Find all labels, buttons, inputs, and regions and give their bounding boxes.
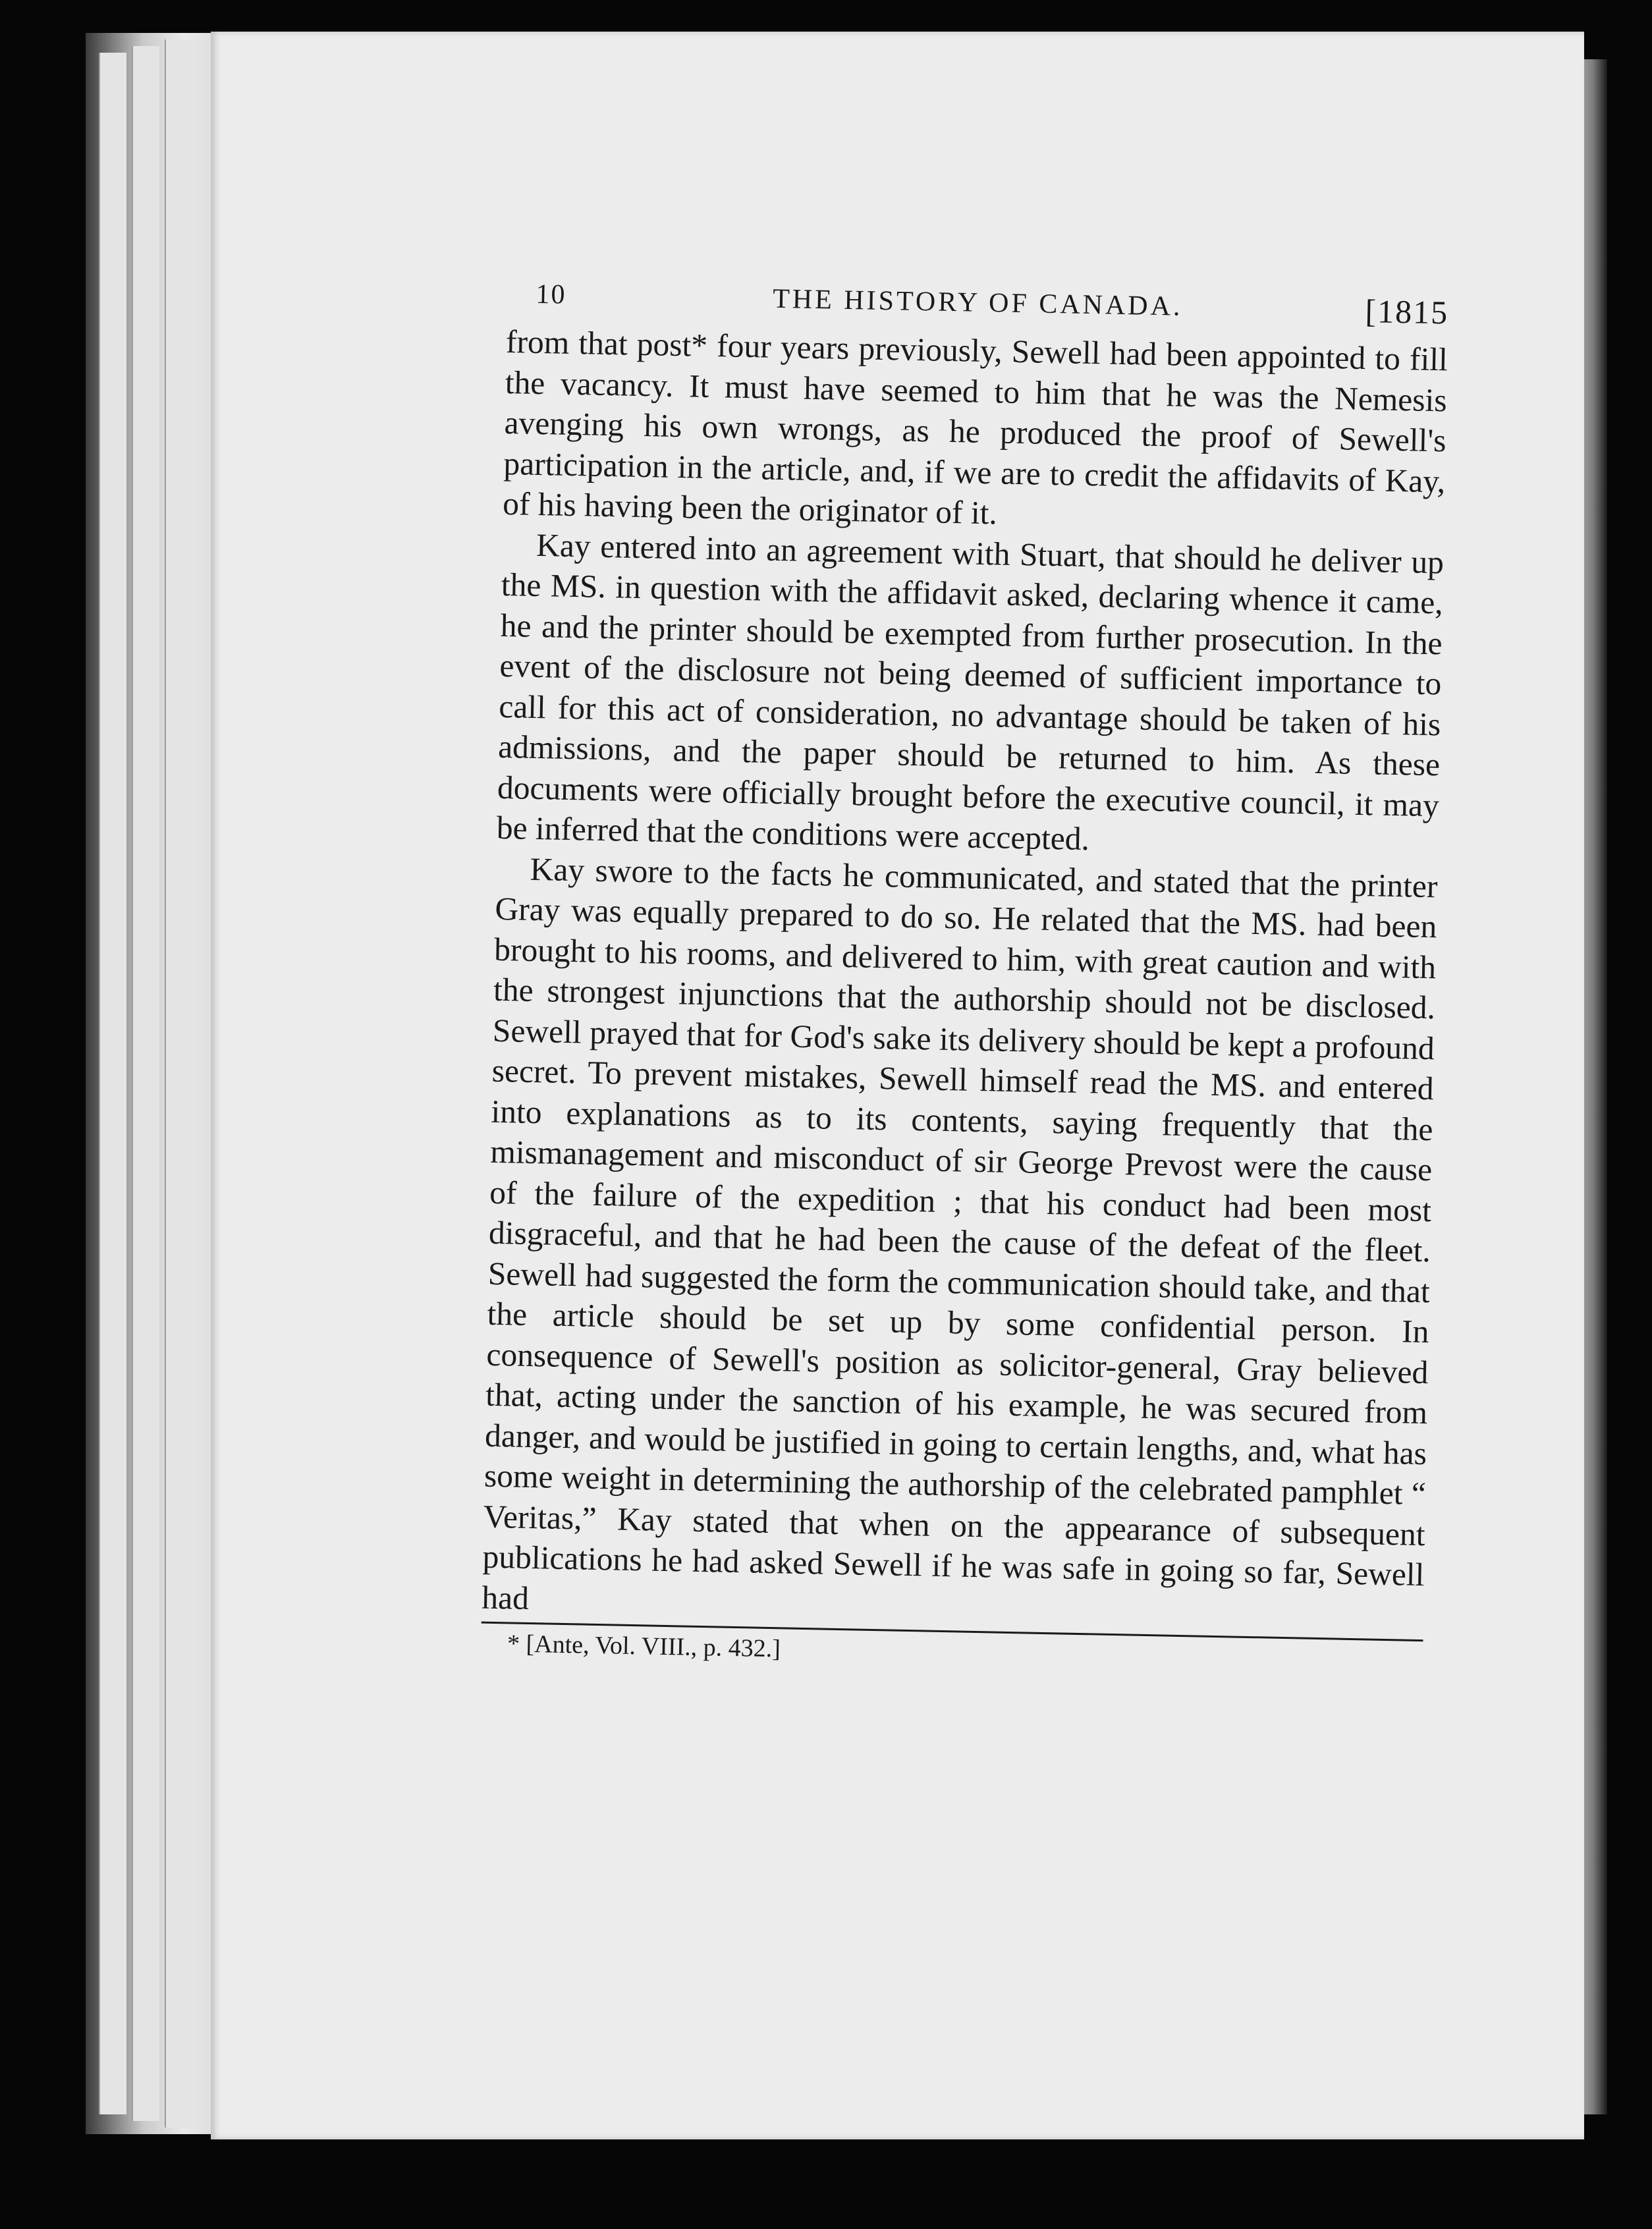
paragraph: from that post* four years previously, Sewell had been appointed to fill the vacancy. It must have seemed to him that he was the Nemesis avenging his own wrongs, as he produced the proof of Sewell's participation in the article, and, if we are to credit the affidavits of Kay, of his having been the originator of it.	[502, 323, 1448, 532]
header-year: [1815	[1365, 292, 1449, 331]
page-edge	[99, 53, 126, 2114]
running-title: THE HISTORY OF CANADA.	[772, 283, 1183, 322]
page-content	[481, 275, 1449, 1676]
body-text	[482, 321, 1448, 1636]
page-edge	[165, 40, 192, 2128]
page-number: 10	[536, 279, 566, 310]
paragraph: Kay entered into an agreement with Stuart, that should he deliver up the MS. in question with the affidavit asked, declaring whence it came, he and the printer should be exempted from further prosecution. In the event of the disclosure not being deemed of sufficient importance to call for this act of consideration, no advantage should be taken of his admissions, and the paper should be returned to him. As these documents were officially brought before the executive council, it may be inferred that the conditions were accepted.	[496, 526, 1445, 858]
footnote: * [Ante, Vol. VIII., p. 432.]	[507, 1630, 781, 1663]
paragraph: Kay swore to the facts he communicated, and stated that the printer Gray was equally prepared to do so. He related that the MS. had been brought to his rooms, and delivered to him, with great caution and with the strongest injunctions that the authorship should not be disclosed. Sewell prayed that for God's sake its delivery should be kept a profound secret. To prevent mistakes, Sewell himself read the MS. and entered into explanations as to its contents, saying frequently that the mismanagement and misconduct of sir George Prevost were the cause of the failure of the expedition ; that his conduct had been most disgraceful, and that he had been the cause of the defeat of the fleet. Sewell had suggested the form the communication should take, and that the article should be set up by some confidential person. In consequence of Sewell's position as solicitor-general, Gray believed that, acting under the sanction of his example, he was secured from danger, and would be justified in going to certain lengths, and, what has some weight in determining the authorship of the celebrated pamphlet “ Veritas,” Kay stated that when on the appearance of subsequent publications he had asked Sewell if he was safe in going so far, Sewell had	[481, 850, 1438, 1616]
page-edge	[132, 46, 159, 2121]
